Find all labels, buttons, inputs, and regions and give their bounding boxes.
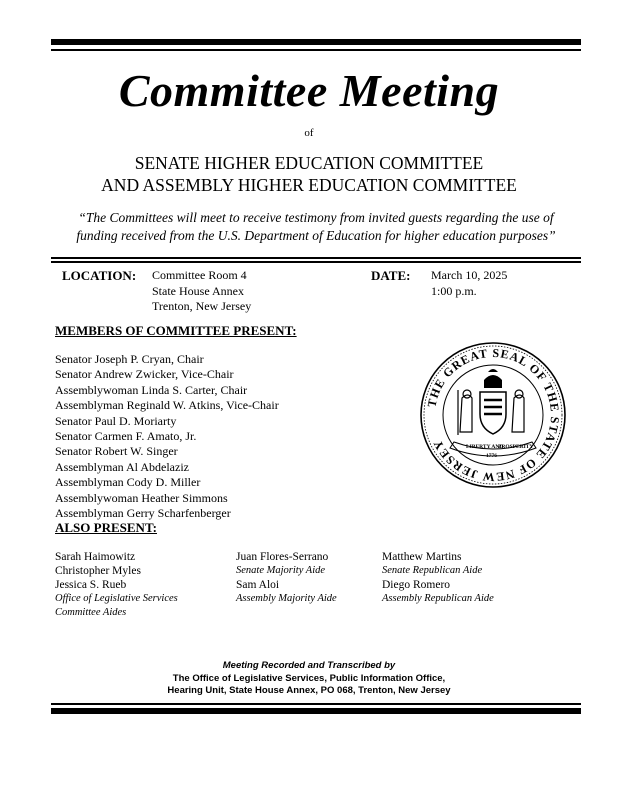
members-heading: MEMBERS OF COMMITTEE PRESENT: (55, 323, 297, 338)
member-item: Assemblyman Gerry Scharfenberger (55, 506, 231, 521)
committee-line-1: SENATE HIGHER EDUCATION COMMITTEE (134, 153, 484, 173)
purpose-line-2: funding received from the U.S. Department of Education for higher education purposes” (76, 228, 556, 243)
staff-name: Juan Flores-Serrano (236, 551, 329, 563)
location-line-2: State House Annex (152, 283, 244, 298)
staff-role: Committee Aides (55, 607, 127, 618)
also-present-heading: ALSO PRESENT: (55, 520, 157, 535)
location-rule-1 (51, 257, 581, 259)
footer-line-3: Hearing Unit, State House Annex, PO 068, Trenton, New Jersey (167, 685, 451, 696)
seal-icon (418, 340, 568, 490)
footer-line-1: Meeting Recorded and Transcribed by (222, 660, 396, 671)
location-label: LOCATION: (62, 268, 137, 283)
of-label: of (304, 127, 314, 139)
staff-role: Office of Legislative Services (55, 593, 178, 604)
seal-liberty-text: LIBERTY AND (466, 444, 504, 450)
seal-ring-text: THE GREAT SEAL OF THE STATE OF NEW JERSEY (424, 345, 563, 485)
time-line: 1:00 p.m. (431, 283, 477, 298)
member-item: Senator Andrew Zwicker, Vice-Chair (55, 367, 234, 382)
bottom-rule-thick (51, 708, 581, 714)
staff-role: Assembly Republican Aide (382, 593, 494, 604)
great-seal-of-new-jersey (418, 340, 568, 490)
date-label: DATE: (371, 268, 411, 283)
staff-role: Senate Majority Aide (236, 565, 326, 576)
staff-name: Sam Aloi (236, 579, 280, 591)
staff-name: Christopher Myles (55, 565, 141, 577)
member-item: Assemblywoman Heather Simmons (55, 490, 228, 505)
location-line-3: Trenton, New Jersey (152, 299, 252, 313)
committee-line-2: AND ASSEMBLY HIGHER EDUCATION COMMITTEE (101, 175, 517, 195)
date-line: March 10, 2025 (431, 268, 508, 282)
also-present-col-2 (236, 550, 337, 606)
staff-name: Sarah Haimowitz (55, 551, 136, 563)
staff-name: Diego Romero (382, 579, 451, 591)
location-line-1: Committee Room 4 (152, 268, 247, 282)
meeting-purpose (51, 209, 581, 245)
seal-prosperity-text: PROSPERITY (498, 444, 534, 450)
footer-line-2: The Office of Legislative Services, Public Information Office, (172, 672, 446, 684)
top-rule-thick (51, 39, 581, 45)
transcription-credit (0, 660, 618, 698)
location-value (152, 268, 251, 315)
staff-role: Senate Republican Aide (382, 565, 483, 576)
staff-name: Jessica S. Rueb (55, 579, 127, 591)
seal-year-text: 1776 (486, 453, 497, 459)
bottom-rule-thin (51, 703, 581, 705)
member-item: Senator Carmen F. Amato, Jr. (55, 429, 197, 444)
member-item: Assemblyman Cody D. Miller (55, 475, 201, 490)
document-title: Committee Meeting (118, 65, 500, 116)
members-list (55, 352, 279, 521)
member-item: Assemblyman Reginald W. Atkins, Vice-Chair (55, 398, 279, 413)
staff-role: Assembly Majority Aide (236, 593, 337, 604)
date-value (431, 268, 507, 299)
member-item: Senator Robert W. Singer (55, 444, 178, 459)
member-item: Senator Paul D. Moriarty (55, 413, 177, 428)
member-item: Senator Joseph P. Cryan, Chair (55, 352, 204, 366)
also-present-col-1 (55, 550, 178, 620)
also-present-col-3 (382, 550, 494, 606)
member-item: Assemblyman Al Abdelaziz (55, 459, 189, 474)
committee-names (0, 152, 618, 196)
staff-name: Matthew Martins (382, 551, 462, 563)
top-rule-thin (51, 49, 581, 51)
location-rule-2 (51, 261, 581, 263)
member-item: Assemblywoman Linda S. Carter, Chair (55, 382, 248, 397)
purpose-line-1: “The Committees will meet to receive testimony from invited guests regarding the use of (78, 210, 554, 225)
